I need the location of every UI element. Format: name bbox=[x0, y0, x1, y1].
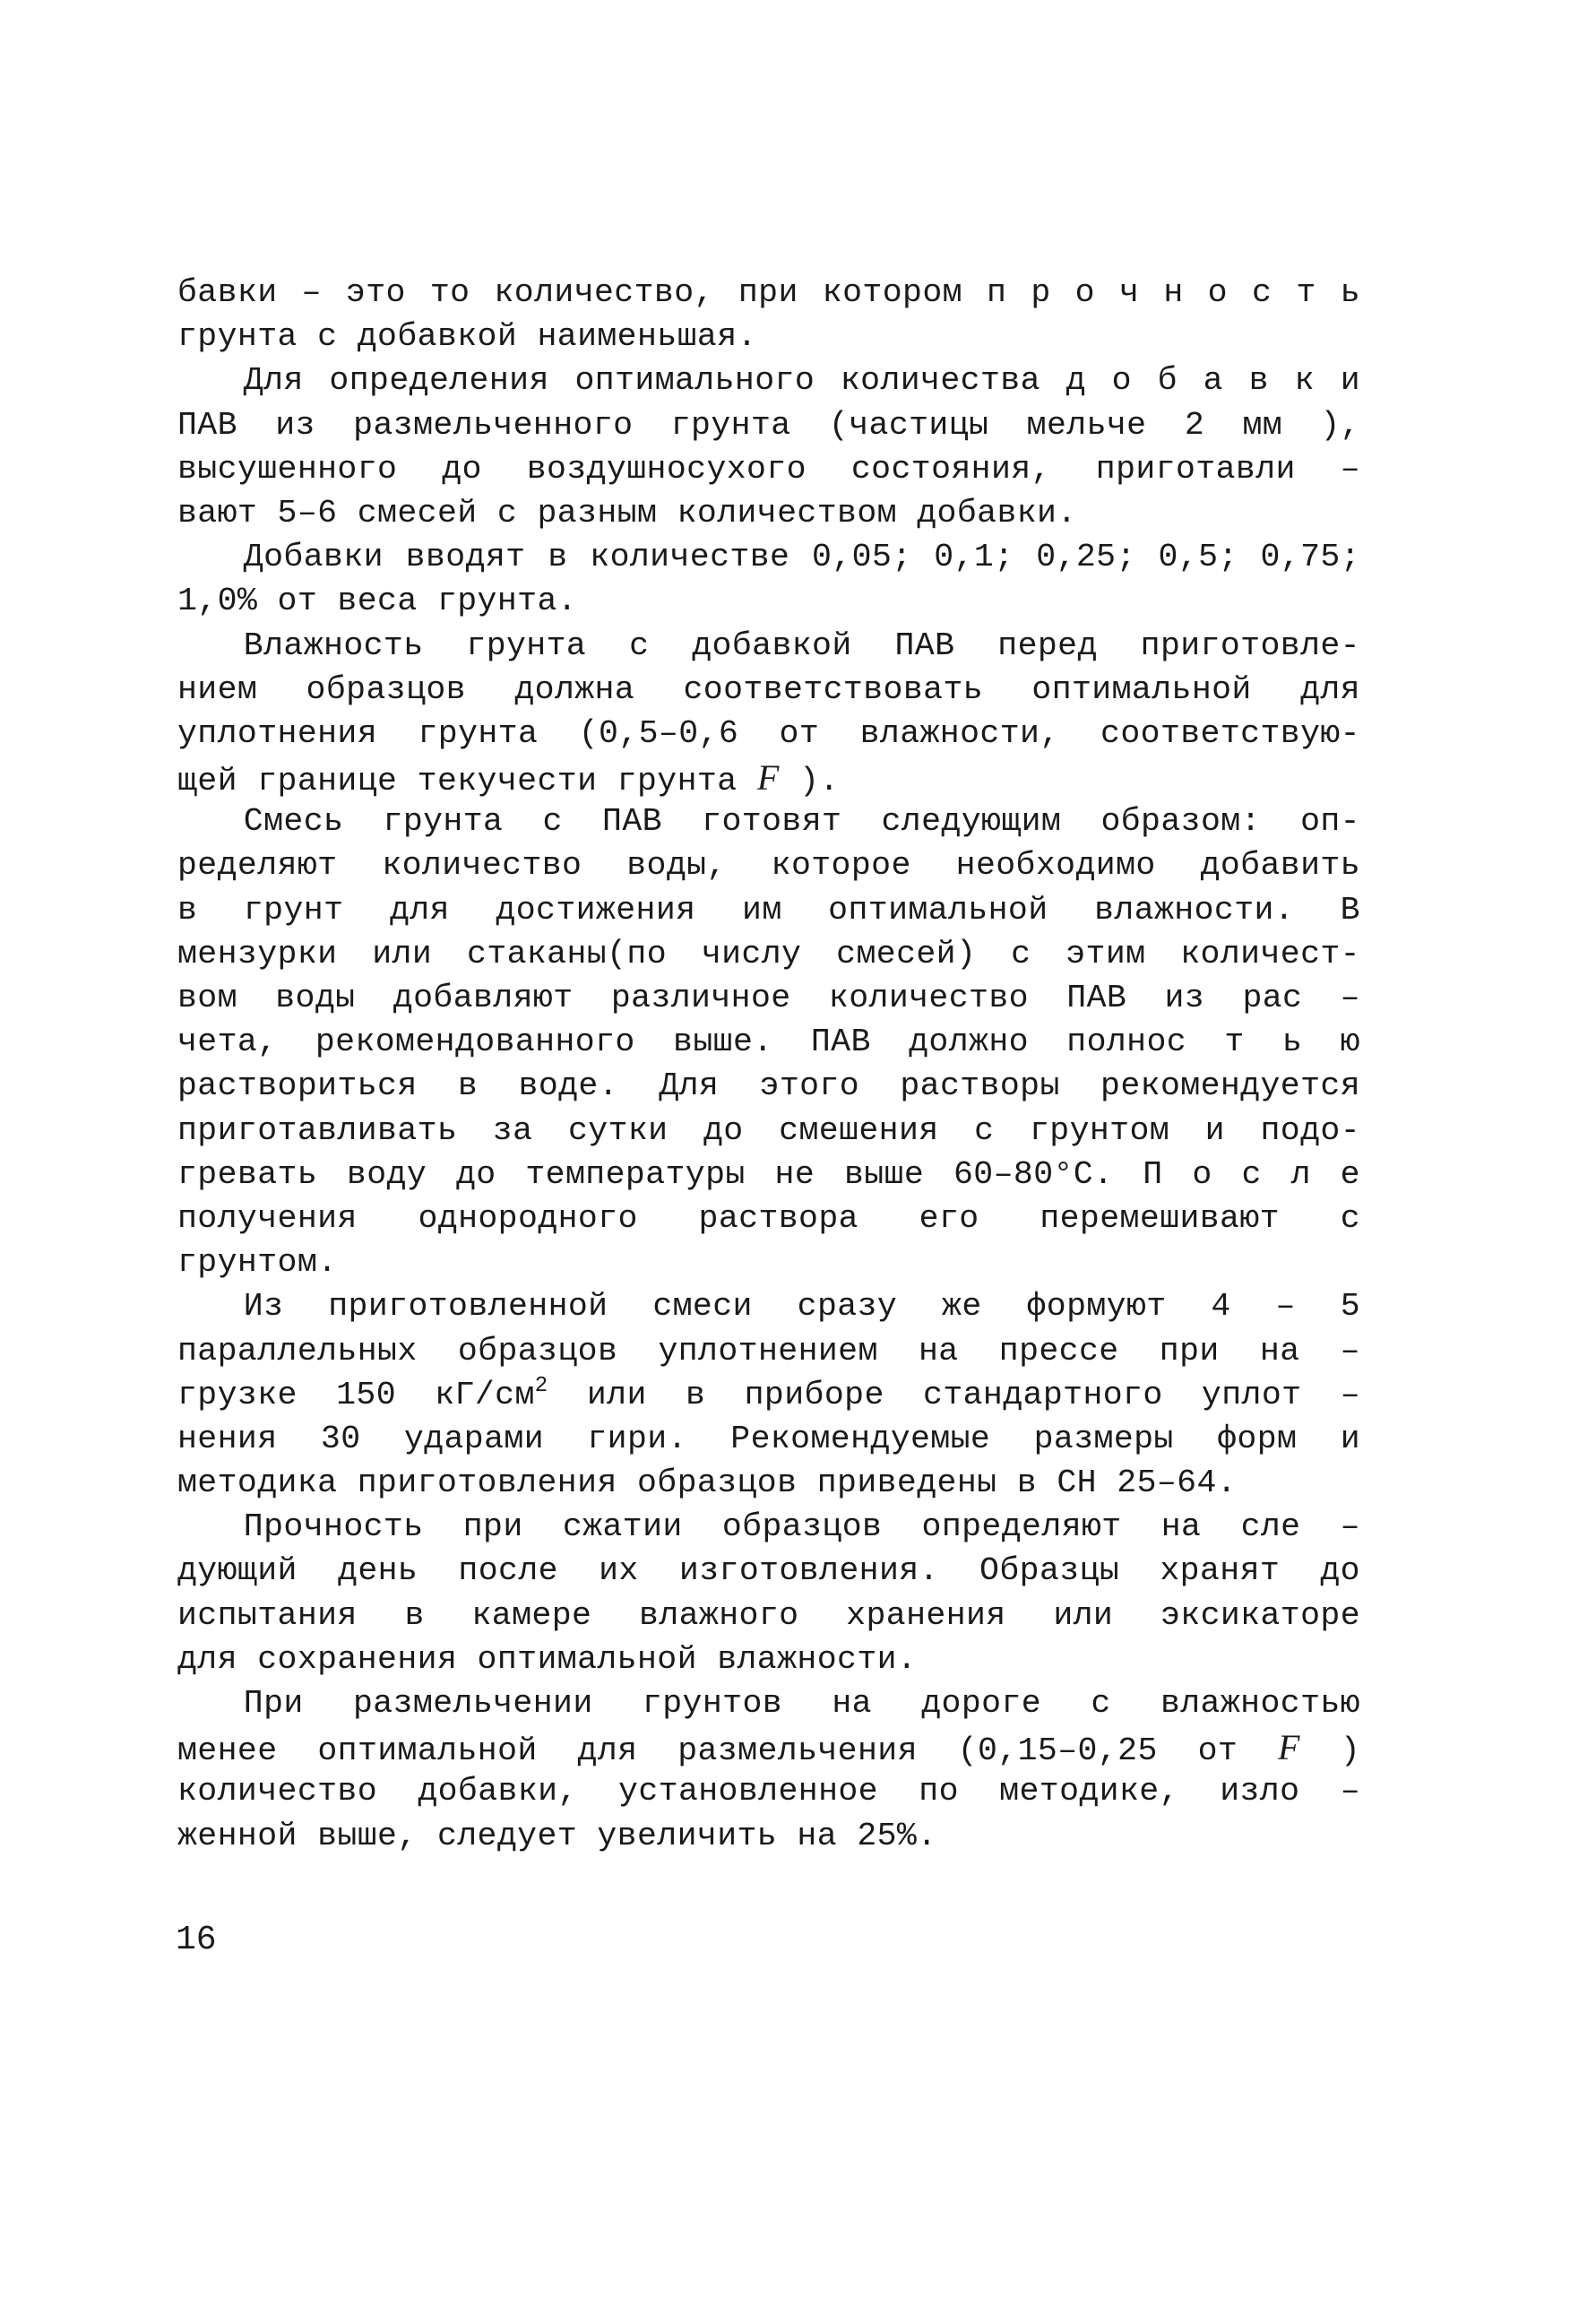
paragraph bbox=[177, 1681, 1360, 1858]
paragraph bbox=[177, 1505, 1360, 1681]
text-line: ПАВ из размельченного грунта (частицы мельче 2 мм ), bbox=[177, 406, 1360, 444]
text-line: Смесь грунта с ПАВ готовят следующим образом: оп- bbox=[177, 803, 1360, 841]
text-line: методика приготовления образцов приведены в СН 25–64. bbox=[177, 1464, 1238, 1502]
text-line: нием образцов должна соответствовать оптимальной для bbox=[177, 670, 1360, 708]
text-line: для сохранения оптимальной влажности. bbox=[177, 1640, 918, 1678]
paragraph bbox=[177, 624, 1360, 800]
text-line: нения 30 ударами гири. Рекомендуемые размеры форм и bbox=[177, 1420, 1360, 1457]
text-line: испытания в камере влажного хранения или эксикаторе bbox=[177, 1596, 1360, 1634]
text-line: Из приготовленной смеси сразу же формуют 4 – 5 bbox=[177, 1288, 1360, 1326]
paragraph bbox=[177, 1284, 1360, 1505]
text-line: менее оптимальной для размельчения (0,15–0,25 от F ) bbox=[177, 1727, 1361, 1770]
text-line: параллельных образцов уплотнением на прессе при на – bbox=[177, 1332, 1360, 1369]
text-line: получения однородного раствора его перемешивают с bbox=[177, 1199, 1360, 1237]
text-line: Добавки вводят в количестве 0,05; 0,1; 0,25; 0,5; 0,75; bbox=[177, 539, 1360, 576]
text-line: бавки – это то количество, при котором п р о ч н о с т ь bbox=[177, 274, 1360, 311]
text-line: дующий день после их изготовления. Образцы хранят до bbox=[177, 1552, 1360, 1590]
text-line: приготавливать за сутки до смешения с грунтом и подо- bbox=[177, 1111, 1360, 1149]
text-line: раствориться в воде. Для этого растворы рекомендуется bbox=[177, 1067, 1360, 1105]
text-line: количество добавки, установленное по методике, изло – bbox=[177, 1773, 1360, 1810]
text-line: 1,0% от веса грунта. bbox=[177, 583, 578, 620]
text-line: грузке 150 $кГ/см^2$ или в приборе стандартного уплот – bbox=[177, 1373, 1361, 1413]
italic-symbol: F bbox=[756, 757, 780, 799]
page-number: 16 bbox=[176, 1921, 217, 1959]
text-line: в грунт для достижения им оптимальной влажности. В bbox=[177, 891, 1360, 929]
body-text bbox=[177, 271, 1360, 1858]
text-line: щей границе текучести грунта F ). bbox=[177, 757, 840, 800]
text-line: Влажность грунта с добавкой ПАВ перед приготовле- bbox=[177, 626, 1360, 664]
text-line: ределяют количество воды, которое необходимо добавить bbox=[177, 847, 1360, 885]
text-line: грунтом. bbox=[177, 1244, 338, 1282]
text-line: мензурки или стаканы(по числу смесей) с этим количест- bbox=[177, 935, 1360, 972]
text-line: высушенного до воздушносухого состояния, приготавли – bbox=[177, 450, 1360, 488]
text-line: грунта с добавкой наименьшая. bbox=[177, 318, 757, 356]
text-line: При размельчении грунтов на дороге с влажностью bbox=[177, 1685, 1360, 1722]
text-line: вают 5–6 смесей с разным количеством добавки. bbox=[177, 494, 1077, 531]
text-line: Для определения оптимального количества д о б а в к и bbox=[177, 362, 1360, 400]
paragraph bbox=[177, 535, 1360, 623]
paragraph bbox=[177, 271, 1360, 359]
italic-symbol: F bbox=[1278, 1727, 1300, 1768]
text-line: уплотнения грунта (0,5–0,6 от влажности, соответствую- bbox=[177, 714, 1360, 752]
text-line: вом воды добавляют различное количество ПАВ из рас – bbox=[177, 980, 1360, 1016]
superscript: 2 bbox=[534, 1373, 548, 1398]
text-line: женной выше, следует увеличить на 25%. bbox=[177, 1817, 937, 1854]
text-line: Прочность при сжатии образцов определяют на сле – bbox=[177, 1508, 1360, 1546]
text-line: гревать воду до температуры не выше 60–80°С. П о с л е bbox=[177, 1155, 1360, 1193]
text-line: чета, рекомендованного выше. ПАВ должно полнос т ь ю bbox=[177, 1024, 1360, 1061]
paragraph bbox=[177, 359, 1360, 535]
paragraph bbox=[177, 799, 1360, 1284]
